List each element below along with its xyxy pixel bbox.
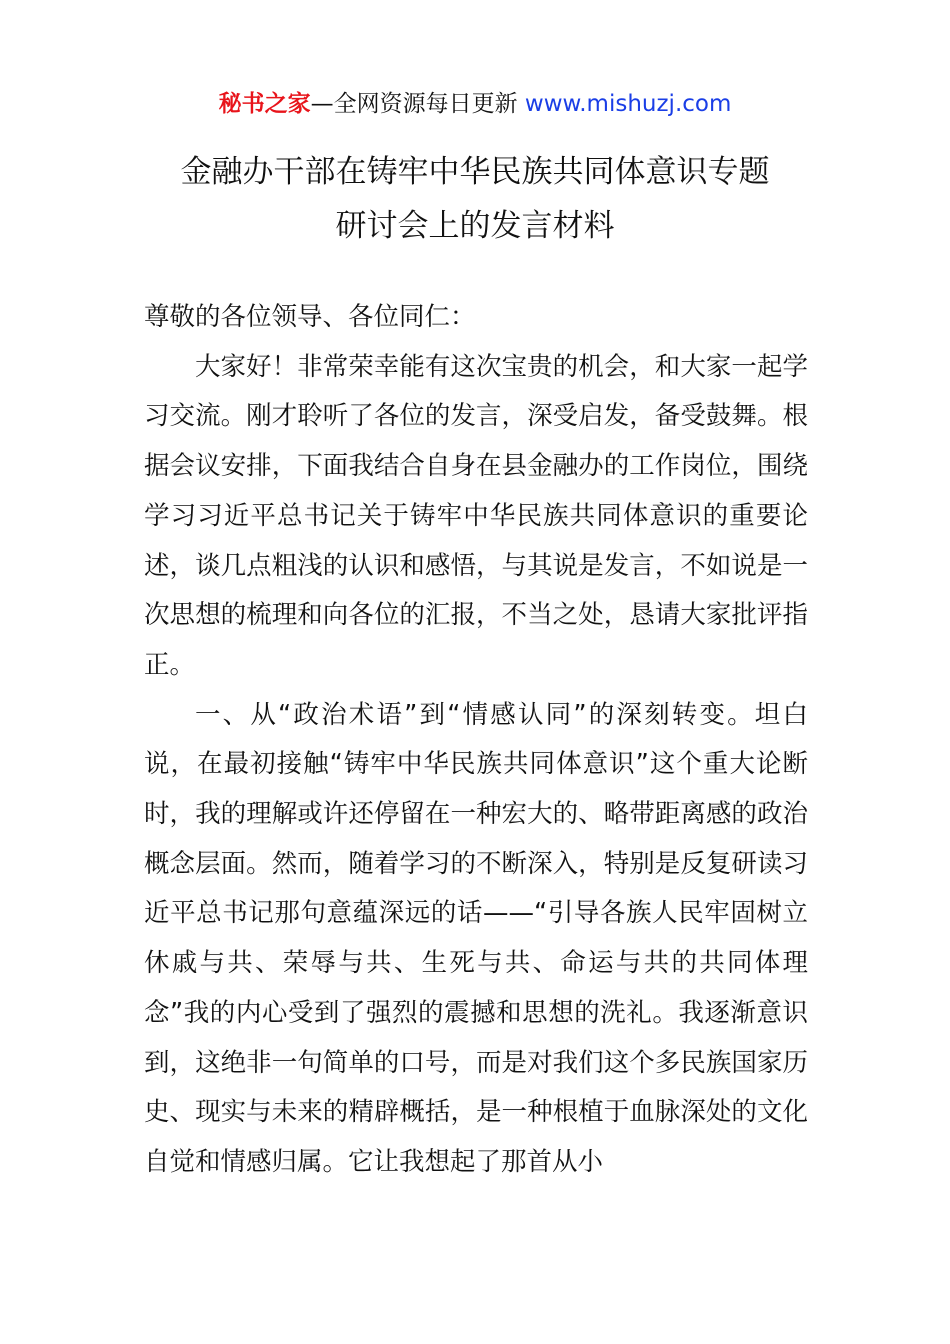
header-dash: — — [310, 91, 334, 117]
site-tagline: 全网资源每日更新 — [333, 91, 525, 117]
document-title — [0, 145, 950, 253]
paragraph-2: 一、从“政治术语”到“情感认同”的深刻转变。坦白说，在最初接触“铸牢中华民族共同体意识”这个重大论断时，我的理解或许还停留在一种宏大的、略带距离感的政治概念层面。然而，随着学习的不断深入，特别是反复研读习近平总书记那句意蕴深远的话——“引导各族人民牢固树立休戚与共、荣辱与共、生死与共、命运与共的共同体理念”我的内心受到了强烈的震撼和思想的洗礼。我逐渐意识到，这绝非一句简单的口号，而是对我们这个多民族国家历史、现实与未来的精辟概括，是一种根植于血脉深处的文化自觉和情感归属。它让我想起了那首从小 — [144, 699, 808, 1177]
salutation: 尊敬的各位领导、各位同仁： — [144, 302, 476, 332]
title-line-2: 研讨会上的发言材料 — [335, 208, 615, 244]
site-url-link[interactable]: www.mishuzj.com — [524, 91, 732, 117]
site-brand: 秘书之家 — [218, 91, 311, 117]
paragraph-1: 大家好！非常荣幸能有这次宝贵的机会，和大家一起学习交流。刚才聆听了各位的发言，深受启发，备受鼓舞。根据会议安排，下面我结合自身在县金融办的工作岗位，围绕学习习近平总书记关于铸牢中华民族共同体意识的重要论述，谈几点粗浅的认识和感悟，与其说是发言，不如说是一次思想的梳理和向各位的汇报，不当之处，恳请大家批评指正。 — [144, 351, 808, 680]
title-line-1: 金融办干部在铸牢中华民族共同体意识专题 — [180, 154, 770, 190]
site-header — [0, 88, 950, 120]
document-body — [144, 293, 808, 1188]
